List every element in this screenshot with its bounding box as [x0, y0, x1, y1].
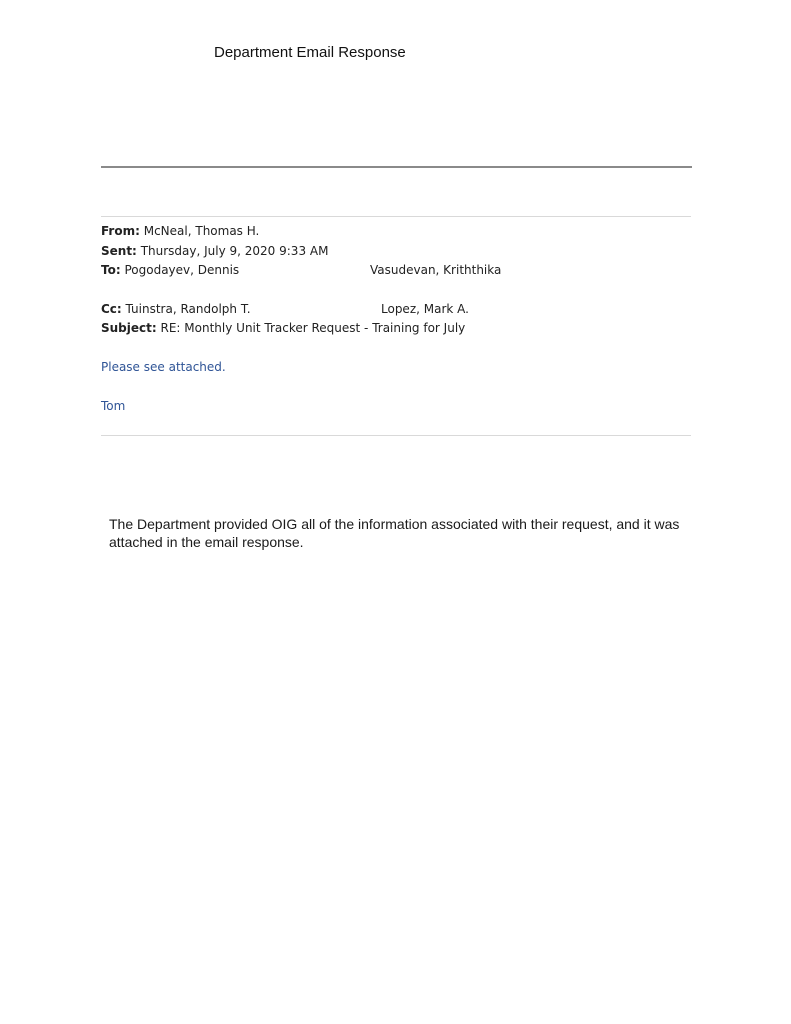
email-from-row [101, 223, 259, 239]
cc-label: Cc: [101, 302, 122, 316]
cc-recipient: Tuinstra, Randolph T. [125, 302, 251, 316]
explanatory-note: The Department provided OIG all of the information associated with their request, and it was attached in the email response. [109, 516, 680, 550]
email-bottom-divider [101, 435, 691, 436]
page-title: Department Email Response [214, 44, 406, 61]
email-body-line: Please see attached. [101, 360, 226, 374]
subject-label: Subject: [101, 321, 157, 335]
from-value: McNeal, Thomas H. [143, 224, 260, 238]
header-divider [101, 166, 692, 168]
email-signature: Tom [101, 399, 126, 413]
to-label: To: [101, 263, 121, 277]
cc-recipient: Lopez, Mark A. [381, 302, 469, 316]
to-recipient: Pogodayev, Dennis [124, 263, 240, 277]
email-to-row [101, 262, 239, 278]
sent-label: Sent: [101, 244, 137, 258]
email-sent-row [101, 243, 328, 259]
email-cc-row [101, 301, 251, 317]
to-recipient: Vasudevan, Kriththika [370, 263, 502, 277]
email-top-divider [101, 216, 691, 217]
sent-value: Thursday, July 9, 2020 9:33 AM [140, 244, 329, 258]
email-subject-row [101, 320, 465, 336]
subject-value: RE: Monthly Unit Tracker Request - Training for July [160, 321, 466, 335]
from-label: From: [101, 224, 140, 238]
